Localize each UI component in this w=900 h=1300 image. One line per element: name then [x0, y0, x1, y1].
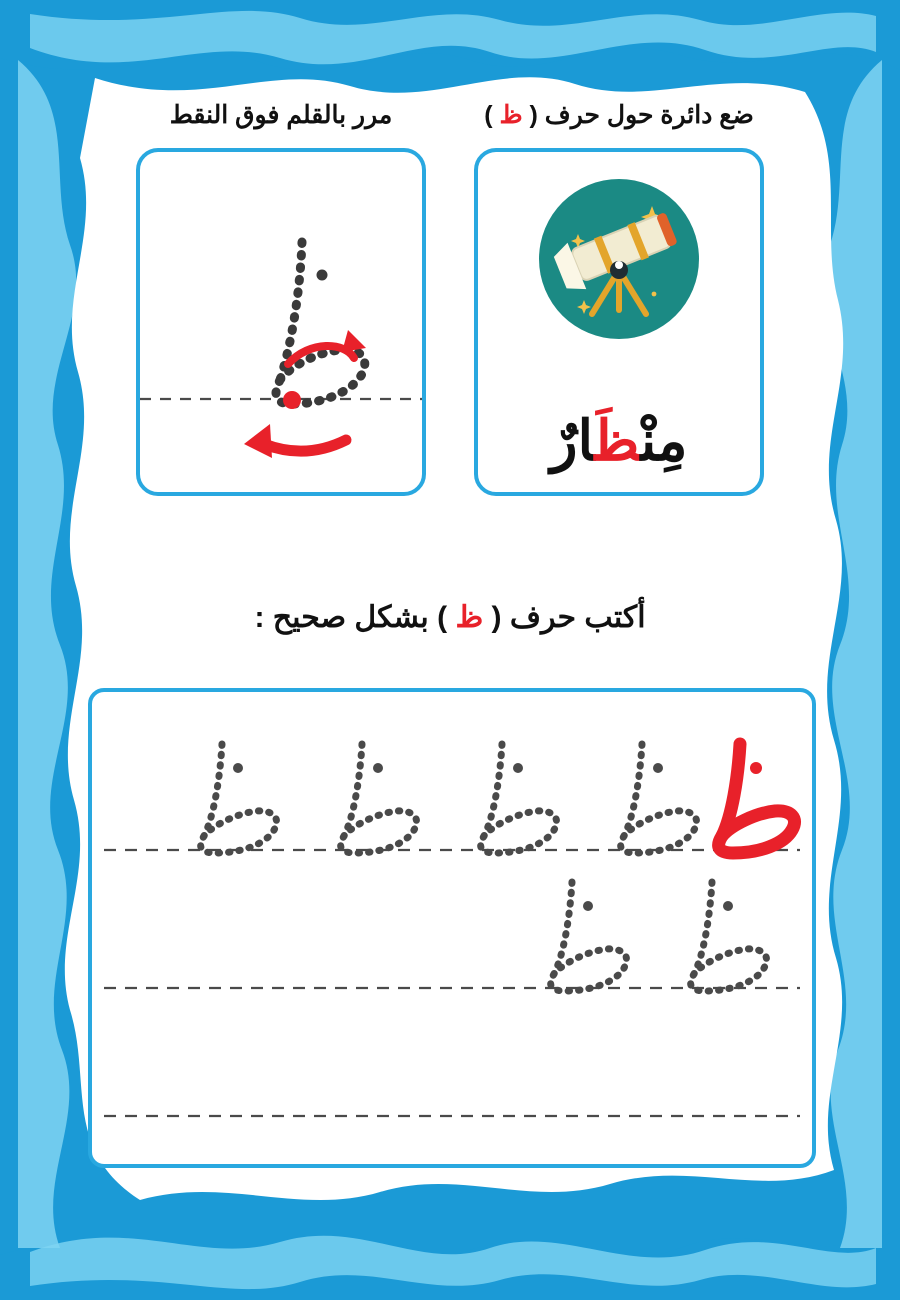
write-instruction — [0, 600, 900, 635]
picture-card — [474, 148, 764, 496]
circle-activity — [464, 100, 774, 496]
write-instruction-after: ) بشكل صحيح : — [254, 601, 456, 634]
dotted-letter-r1-c1 — [621, 744, 697, 853]
writing-sheet[interactable] — [88, 688, 816, 1168]
circle-activity-title — [484, 100, 754, 130]
circle-title-before: ضع دائرة حول حرف ( — [522, 101, 754, 129]
dotted-letter-r2-c1 — [691, 882, 767, 991]
telescope-illustration — [478, 174, 760, 344]
trace-activity-title: مرر بالقلم فوق النقط — [169, 101, 393, 129]
word-part-letter: ظَ — [594, 411, 641, 473]
write-instruction-before: أكتب حرف ( — [483, 601, 646, 634]
write-instruction-letter: ظ — [455, 601, 484, 634]
circle-title-after: ) — [484, 101, 500, 129]
picture-word — [478, 409, 760, 474]
dotted-letter-r1-c4 — [201, 744, 277, 853]
word-part-after: ارٌ — [550, 411, 595, 473]
word-part-before: مِنْ — [640, 411, 688, 473]
dotted-letter-r1-c2 — [481, 744, 557, 853]
top-activities-row — [0, 100, 900, 496]
dotted-letter-r1-c3 — [341, 744, 417, 853]
trace-activity — [126, 100, 436, 496]
trace-diagram — [140, 152, 422, 492]
trace-card — [136, 148, 426, 496]
dotted-letter-r2-c2 — [551, 882, 627, 991]
circle-title-letter: ظ — [499, 101, 523, 129]
model-letter-row1 — [719, 744, 795, 853]
